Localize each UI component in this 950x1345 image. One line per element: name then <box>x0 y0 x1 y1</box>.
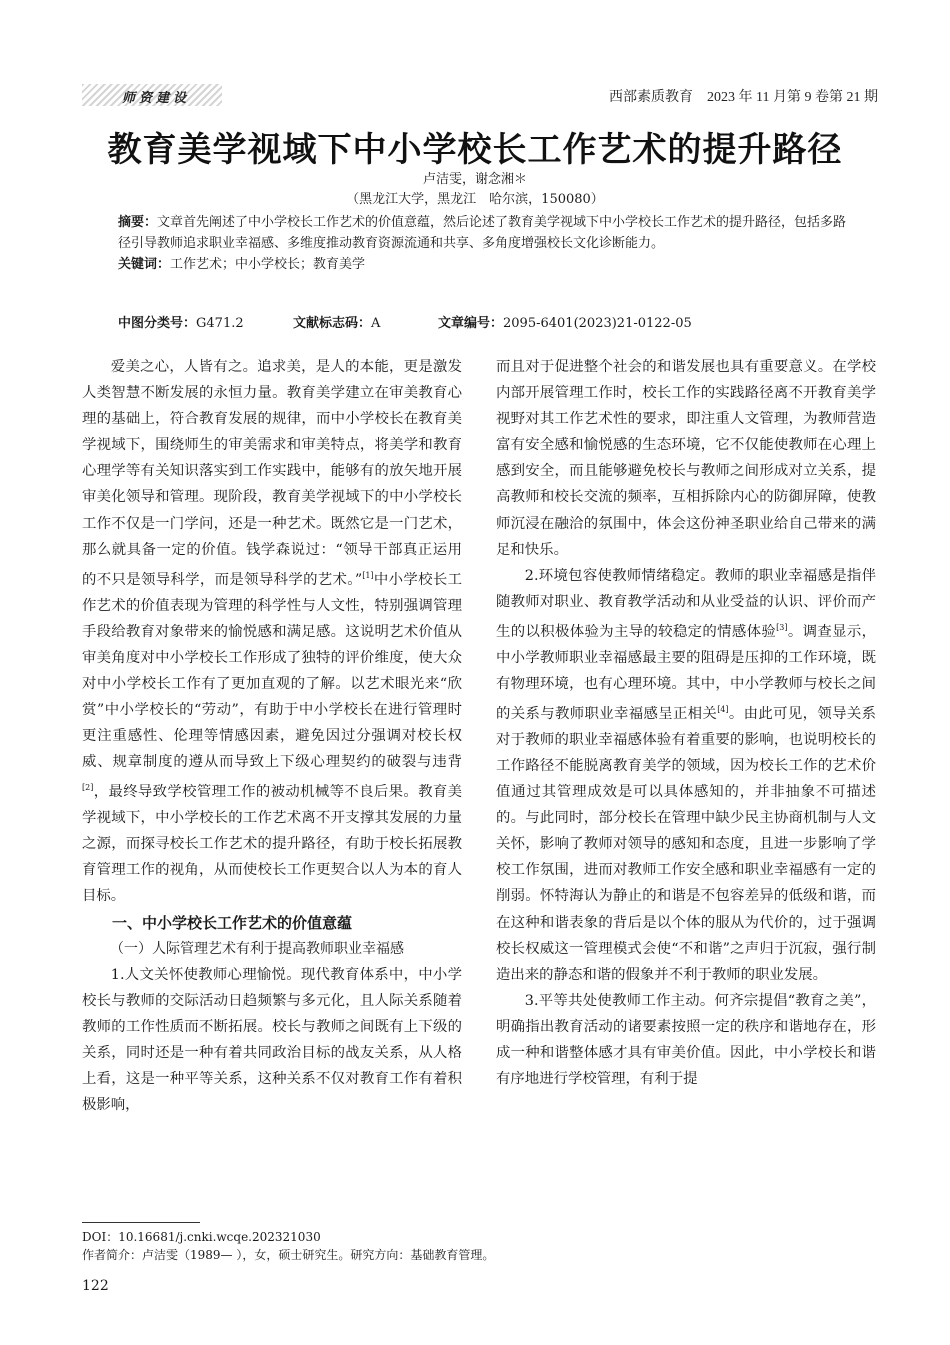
keywords-text: 工作艺术；中小学校长；教育美学 <box>170 257 366 272</box>
footnote-rule <box>82 1222 200 1223</box>
body-paragraph: 2.环境包容使教师情绪稳定。教师的职业幸福感是指伴随教师对职业、教育教学活动和从业受益的认识、评价而产生的以积极体验为主导的较稳定的情感体验[3]。调查显示，中小学教师职业幸福感最主要的阻碍是压抑的工作环境，既有物理环境，也有心理环境。其中，中小学教师与校长之间的关系与教师职业幸福感呈正相关[4]。由此可见，领导关系对于教师的职业幸福感体验有着重要的影响，也说明校长的工作路径不能脱离教育美学的领域，因为校长工作的艺术价值通过其管理成效是可以具体感知的，并非抽象不可描述的。与此同时，部分校长在管理中缺少民主协商机制与人文关怀，影响了教师对领导的感知和态度，且进一步影响了学校工作氛围，进而对教师工作安全感和职业幸福感有一定的削弱。怀特海认为静止的和谐是不包容差异的低级和谐，而在这种和谐表象的背后是以个体的服从为代价的，过于强调校长权威这一管理模式会使“不和谐”之声归于沉寂，强行制造出来的静态和谐的假象并不利于教师的职业发展。 <box>496 567 876 983</box>
section-tag <box>82 84 222 106</box>
abstract-text: 文章首先阐述了中小学校长工作艺术的价值意蕴，然后论述了教育美学视域下中小学校长工作艺术的提升路径，包括多路径引导教师追求职业幸福感、多维度推动教育资源流通和共享、多角度增强校长文化诊断能力。 <box>118 215 847 251</box>
body-paragraph: 1.人文关怀使教师心理愉悦。现代教育体系中，中小学校长与教师的交际活动日趋频繁与多元化，且人际关系随着教师的工作性质而不断拓展。校长与教师之间既有上下级的关系，同时还是一种有着共同政治目标的战友关系，从人格上看，这是一种平等关系，这种关系不仅对教育工作有着积极影响， <box>82 966 462 1114</box>
journal-info: 西部素质教育 2023 年 11 月第 9 卷第 21 期 <box>609 90 878 105</box>
page-number: 122 <box>82 1278 109 1294</box>
running-header <box>82 84 878 108</box>
authors: 卢洁雯，谢念湘＊ <box>422 172 527 187</box>
citation-ref[interactable]: [2] <box>82 783 94 793</box>
abstract-label: 摘要： <box>118 215 158 230</box>
subsection-heading: （一）人际管理艺术有利于提高教师职业幸福感 <box>110 940 404 957</box>
author-bio: 作者简介：卢洁雯（1989— ），女，硕士研究生。研究方向：基础教育管理。 <box>82 1248 495 1262</box>
affiliation: （黑龙江大学，黑龙江 哈尔滨，150080） <box>346 192 604 207</box>
document-code: 文献标志码：A <box>293 316 381 331</box>
section-heading: 一、中小学校长工作艺术的价值意蕴 <box>112 913 353 932</box>
article-number: 文章编号：2095-6401(2023)21-0122-05 <box>438 316 692 331</box>
body-paragraph: 而且对于促进整个社会的和谐发展也具有重要意义。在学校内部开展管理工作时，校长工作的实践路径离不开教育美学视野对其工作艺术性的要求，即注重人文管理，为教师营造富有安全感和愉悦感的生态环境，它不仅能使教师在心理上感到安全，而且能够避免校长与教师之间形成对立关系，提高教师和校长交流的频率，互相拆除内心的防御屏障，使教师沉浸在融洽的氛围中，体会这份神圣职业给自己带来的满足和快乐。 <box>496 359 876 558</box>
keywords-label: 关键词： <box>118 257 171 272</box>
intro-paragraph: 爱美之心，人皆有之。追求美，是人的本能，更是激发人类智慧不断发展的永恒力量。教育美学建立在审美教育心理的基础上，符合教育发展的规律，而中小学校长在教育美学视域下，围绕师生的审美需求和审美特点，将美学和教育心理学等有关知识落实到工作实践中，能够有的放矢地开展审美化领导和管理。现阶段，教育美学视域下的中小学校长工作不仅是一门学问，还是一种艺术。既然它是一门艺术，那么就具备一定的价值。钱学森说过：“领导干部真正运用的不只是领导科学，而是领导科学的艺术。”[1]中小学校长工作艺术的价值表现为管理的科学性与人文性，特别强调管理手段给教育对象带来的愉悦感和满足感。这说明艺术价值从审美角度对中小学校长工作形成了独特的评价维度，使大众对中小学校长工作有了更加直观的了解。以艺术眼光来“欣赏”中小学校长的“劳动”，有助于中小学校长在进行管理时更注重感性、伦理等情感因素，避免因过分强调对校长权威、规章制度的遵从而导致上下级心理契约的破裂与违背[2]，最终导致学校管理工作的被动机械等不良后果。教育美学视域下，中小学校长的工作艺术离不开支撑其发展的力量之源，而探寻校长工作艺术的提升路径，有助于校长拓展教育管理工作的视角，从而使校长工作更契合以人为本的育人目标。 <box>82 359 462 905</box>
right-column <box>496 354 876 1092</box>
section-label: 师资建设 <box>122 91 191 106</box>
abstract <box>118 212 858 254</box>
article-title: 教育美学视域下中小学校长工作艺术的提升路径 <box>107 130 843 170</box>
abstract-block <box>118 212 858 275</box>
citation-ref[interactable]: [4] <box>717 705 729 715</box>
body-paragraph: 3.平等共处使教师工作主动。何齐宗提倡“教育之美”，明确指出教育活动的诸要素按照一定的秩序和谐地存在，形成一种和谐整体感才具有审美价值。因此，中小学校长和谐有序地进行学校管理，有利于提 <box>496 992 876 1088</box>
keywords <box>118 254 858 275</box>
citation-ref[interactable]: [3] <box>776 622 788 632</box>
clc-number: 中图分类号：G471.2 <box>118 316 244 331</box>
citation-ref[interactable]: [1] <box>362 570 374 580</box>
doi[interactable]: DOI：10.16681/j.cnki.wcqe.202321030 <box>82 1230 321 1244</box>
left-column <box>82 354 462 1118</box>
